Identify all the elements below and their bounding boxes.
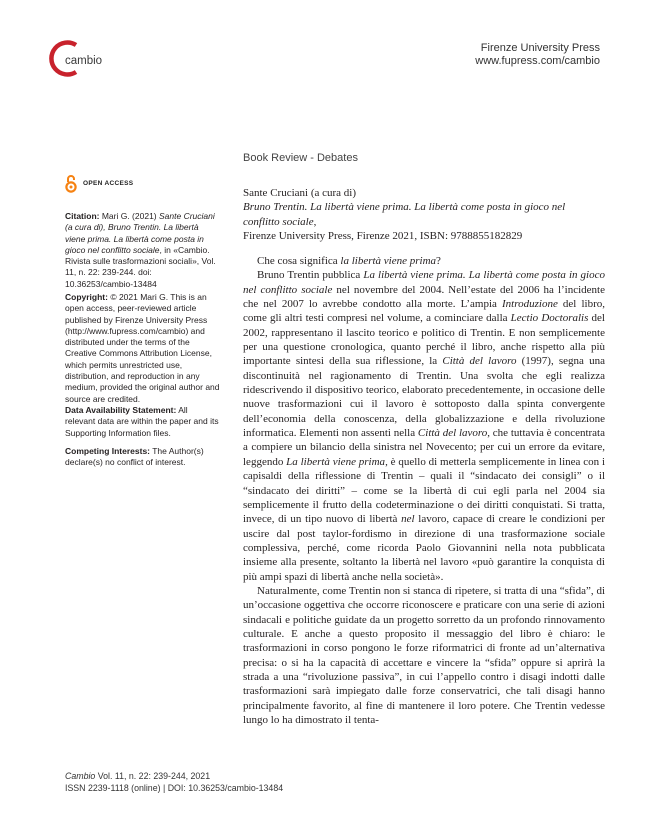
publisher-info: [475, 42, 600, 68]
citation-italic: Sante Cruciani (a cura di), Bruno Trentin. La libertà viene prima. La libertà come posta in gioco nel conflitto sociale: [65, 211, 215, 255]
citation-text-1: Mari G. (2021): [99, 211, 159, 221]
competing-interests-block: [65, 446, 220, 469]
copyright-block: [65, 292, 220, 405]
open-access-lock-icon: [65, 174, 77, 193]
paragraph-1: Che cosa significa la libertà viene prima?: [257, 255, 441, 267]
page-footer: [65, 771, 283, 794]
footer-journal: Cambio: [65, 771, 96, 781]
citation-text-2: , in «Cambio. Rivista sulle trasformazioni sociali», Vol. 11, n. 22: 239-244. doi: 10.36253/cambio-13484: [65, 244, 216, 289]
copyright-text: © 2021 Mari G. This is an open access, peer-reviewed article published by Firenze University Press (http://www.fupress.com/cambio) and distributed under the terms of the Creative Commons Attribution License, which permits unrestricted use, distribution, and reproduction in any medium, provided the original author and source are credited.: [65, 292, 220, 404]
book-publication: Firenze University Press, Firenze 2021, ISBN: 9788855182829: [243, 229, 523, 242]
competing-interests-text: The Author(s) declare(s) no conflict of interest.: [65, 446, 204, 468]
footer-journal-line: [65, 771, 283, 783]
review-body: [243, 254, 605, 727]
open-access-badge: [65, 174, 133, 193]
data-availability-label: Data Availability Statement:: [65, 405, 177, 415]
section-label: Book Review - Debates: [243, 152, 358, 164]
book-title-line: [243, 200, 603, 229]
cambio-logo-icon: [44, 36, 106, 80]
footer-volume: Vol. 11, n. 22: 239-244, 2021: [95, 771, 211, 781]
copyright-label: Copyright:: [65, 292, 108, 302]
book-title-suffix: ,: [313, 215, 317, 228]
footer-issn-doi: ISSN 2239-1118 (online) | DOI: 10.36253/cambio-13484: [65, 782, 284, 793]
cambio-logo: [44, 36, 106, 80]
data-availability-text: All relevant data are within the paper and its Supporting Information files.: [65, 405, 219, 438]
competing-interests-label: Competing Interests:: [65, 446, 151, 456]
publisher-url[interactable]: www.fupress.com/cambio: [475, 55, 600, 67]
book-title: Bruno Trentin. La libertà viene prima. La libertà come posta in gioco nel conflitto sociale: [243, 201, 566, 228]
paragraph-3: Naturalmente, come Trentin non si stanca di ripetere, si tratta di una “sfida”, di un’occasione oggettiva che occorre riconoscere e praticare con una serie di azioni sindacali e politiche guidate da un progetto sorretto da un profondo rinnovamento culturale. E anche a questo proposito il messaggio del libro è chiaro: le trasformazioni in corso pongono le forze riformatrici di fronte ad un’alternativa precisa: o si ha la capacità di accettare e vincere la “sfida” oppure si aprirà la strada a una “rivoluzione passiva”, in cui l’appello contro i disagi indotti dalle trasformazioni sarà impiegato dalle forze conservatrici, che tali disagi hanno principalmente favorito, al fine di mantenere il loro potere. Che Trentin vedesse lungo lo ha dimostrato il tenta-: [243, 584, 605, 726]
data-availability-block: [65, 405, 220, 439]
logo-text: cambio: [65, 55, 103, 67]
citation-label: Citation:: [65, 211, 100, 221]
open-access-label: OPEN ACCESS: [83, 180, 134, 187]
citation-block: [65, 211, 220, 290]
book-editor: Sante Cruciani (a cura di): [243, 187, 357, 199]
book-info: [243, 186, 603, 243]
publisher-name: Firenze University Press: [480, 42, 600, 54]
paragraph-2: Bruno Trentin pubblica La libertà viene prima. La libertà come posta in gioco nel conflitto sociale nel novembre del 2004. Nell’estate del 2006 ha l’incidente che nel 2007 lo avrebbe condotto alla morte. L’ampia Introduzione del libro, come gli altri testi compresi nel volume, a cominciare dalla Lectio Doctoralis del 2002, rappresentano il lascito teorico e politico di Trentin. E non semplicemente per una questione cronologica, quanto perché il libro, anche rispetto alla più importante sintesi della sua riflessione, la Città del lavoro (1997), segna una discontinuità nel ragionamento di Trentin. Una svolta che egli realizza ridescrivendo il dispositivo teorico, elaborato precedentemente, in occasione delle nuove trasformazioni cui il lavoro è sottoposto dalla spinta convergente dell’economia della conoscenza, della globalizzazione e della rivoluzione informatica. Elementi non assenti nella Città del lavoro, che tuttavia è concentrata a compiere un bilancio della sinistra nel Novecento; per cui un errore da evitare, leggendo La libertà viene prima, è quello di metterla semplicemente in linea con i capisaldi della riflessione di Trentin – quali il “sindacato dei consigli” o il “sindacato dei diritti” – come se la libertà di cui egli parla nel 2004 sia semplicemente il frutto della codeterminazione o dei diritti conquistati. Si tratta, invece, di un tipo nuovo di libertà nel lavoro, capace di creare le condizioni per uscire dal post taylor-fordismo in direzione di una trasformazione sociale complessiva, perché, come ricorda Paolo Giovannini nella nota pubblicata insieme alla presente, soltanto la libertà nel lavoro «può garantire la conquista di più ampi spazi di libertà anche nella società».: [243, 269, 606, 583]
